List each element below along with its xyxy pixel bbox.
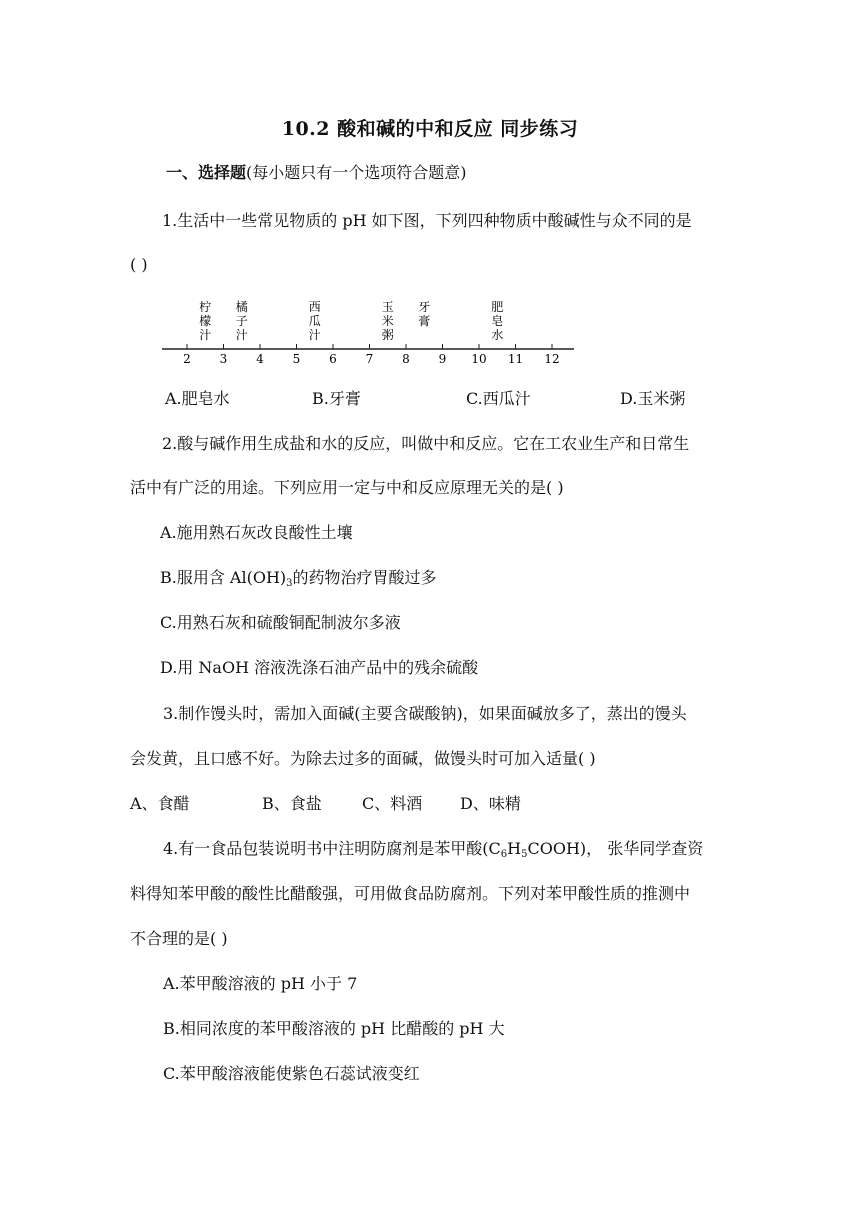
q4-stem-pre: 4.有一食品包装说明书中注明防腐剂是苯甲酸(C [163,839,501,858]
q3-option-b: B、食盐 [262,794,322,813]
ph-tick-label: 11 [507,352,524,366]
q2-option-a: A.施用熟石灰改良酸性土壤 [160,523,353,542]
q2-stem-line1: 2.酸与碱作用生成盐和水的反应，叫做中和反应。它在工农业生产和日常生 [162,434,690,453]
q4-stem-line3: 不合理的是( ) [130,929,228,948]
q4-stem-post: COOH)， 张华同学查资 [527,839,704,858]
ph-tick-label: 10 [471,352,487,366]
ph-substance-char: 瓜 [308,314,321,328]
ph-substance-char: 汁 [308,328,321,342]
q2-option-d: D.用 NaOH 溶液洗涤石油产品中的残余硫酸 [160,658,479,677]
ph-tick-label: 2 [183,352,191,366]
ph-tick-label: 5 [292,352,301,366]
q1-option-d: D.玉米粥 [620,389,686,408]
q2-option-c: C.用熟石灰和硫酸铜配制波尔多液 [160,613,401,632]
section-note: (每小题只有一个选项符合题意) [246,163,467,182]
ph-tick-label: 6 [329,352,337,366]
q2-option-b-pre: B.服用含 Al(OH) [160,568,287,587]
q4-option-a: A.苯甲酸溶液的 pH 小于 7 [163,974,358,993]
ph-substance-label [491,300,503,342]
ph-substance-char: 橘 [235,300,248,314]
q3-stem-line1: 3.制作馒头时，需加入面碱(主要含碳酸钠)，如果面碱放多了，蒸出的馒头 [163,704,687,723]
q1-stem-line2: ( ) [130,255,148,274]
q3-option-a: A、食醋 [130,794,190,813]
q1-stem-line1: 1.生活中一些常见物质的 pH 如下图，下列四种物质中酸碱性与众不同的是 [162,211,692,230]
ph-substance-char: 牙 [418,300,431,314]
q4-stem-mid: H [507,839,522,858]
q4-stem-sub2: 5 [521,849,528,860]
q2-option-b-post: 的药物治疗胃酸过多 [292,568,437,587]
q4-stem-line2: 料得知苯甲酸的酸性比醋酸强，可用做食品防腐剂。下列对苯甲酸性质的推测中 [130,884,691,903]
ph-substance-label [418,300,430,328]
ph-substance-char: 子 [235,314,248,328]
ph-substance-char: 柠 [199,300,212,314]
ph-substance-char: 汁 [199,328,212,342]
page-title: 10.2 酸和碱的中和反应 同步练习 [281,118,579,140]
ph-tick-label: 9 [438,352,447,366]
ph-tick-label: 8 [402,352,410,366]
q3-stem-line2: 会发黄，且口感不好。为除去过多的面碱，做馒头时可加入适量( ) [130,749,596,768]
q3-option-c: C、料酒 [362,794,423,813]
ph-substance-char: 肥 [491,300,504,314]
ph-substance-label [382,300,394,342]
ph-substance-char: 膏 [418,314,431,328]
ph-tick-label: 12 [544,352,560,366]
ph-substance-label [236,299,248,342]
q4-stem-sub1: 6 [500,849,508,860]
ph-tick-label: 7 [365,352,374,366]
ph-substance-char: 汁 [235,328,248,342]
ph-substance-char: 檬 [199,314,212,328]
ph-substance-char: 水 [491,328,504,342]
q1-option-b: B.牙膏 [312,389,361,408]
q2-option-b [160,567,437,595]
ph-substance-char: 皂 [491,314,504,328]
q2-option-b-sub: 3 [286,578,293,589]
section-heading [166,162,467,184]
ph-substance-label [199,299,211,342]
q4-option-c: C.苯甲酸溶液能使紫色石蕊试液变红 [163,1064,420,1083]
ph-scale-svg [160,296,580,366]
ph-substance-label [309,300,321,342]
ph-substance-char: 米 [381,314,394,328]
q4-stem-line1 [163,838,703,866]
q1-option-a: A.肥皂水 [165,389,230,408]
ph-tick-label: 4 [256,352,264,366]
q4-option-b: B.相同浓度的苯甲酸溶液的 pH 比醋酸的 pH 大 [163,1019,505,1038]
ph-substance-char: 粥 [381,328,394,342]
ph-substance-char: 西 [308,300,321,314]
q3-option-d: D、味精 [460,794,521,813]
ph-scale-figure [160,296,580,366]
q1-option-c: C.西瓜汁 [466,389,531,408]
q2-stem-line2: 活中有广泛的用途。下列应用一定与中和反应原理无关的是( ) [130,478,564,497]
ph-substance-char: 玉 [381,300,394,314]
section-title: 一、选择题 [166,163,247,182]
ph-tick-label: 3 [219,352,228,366]
